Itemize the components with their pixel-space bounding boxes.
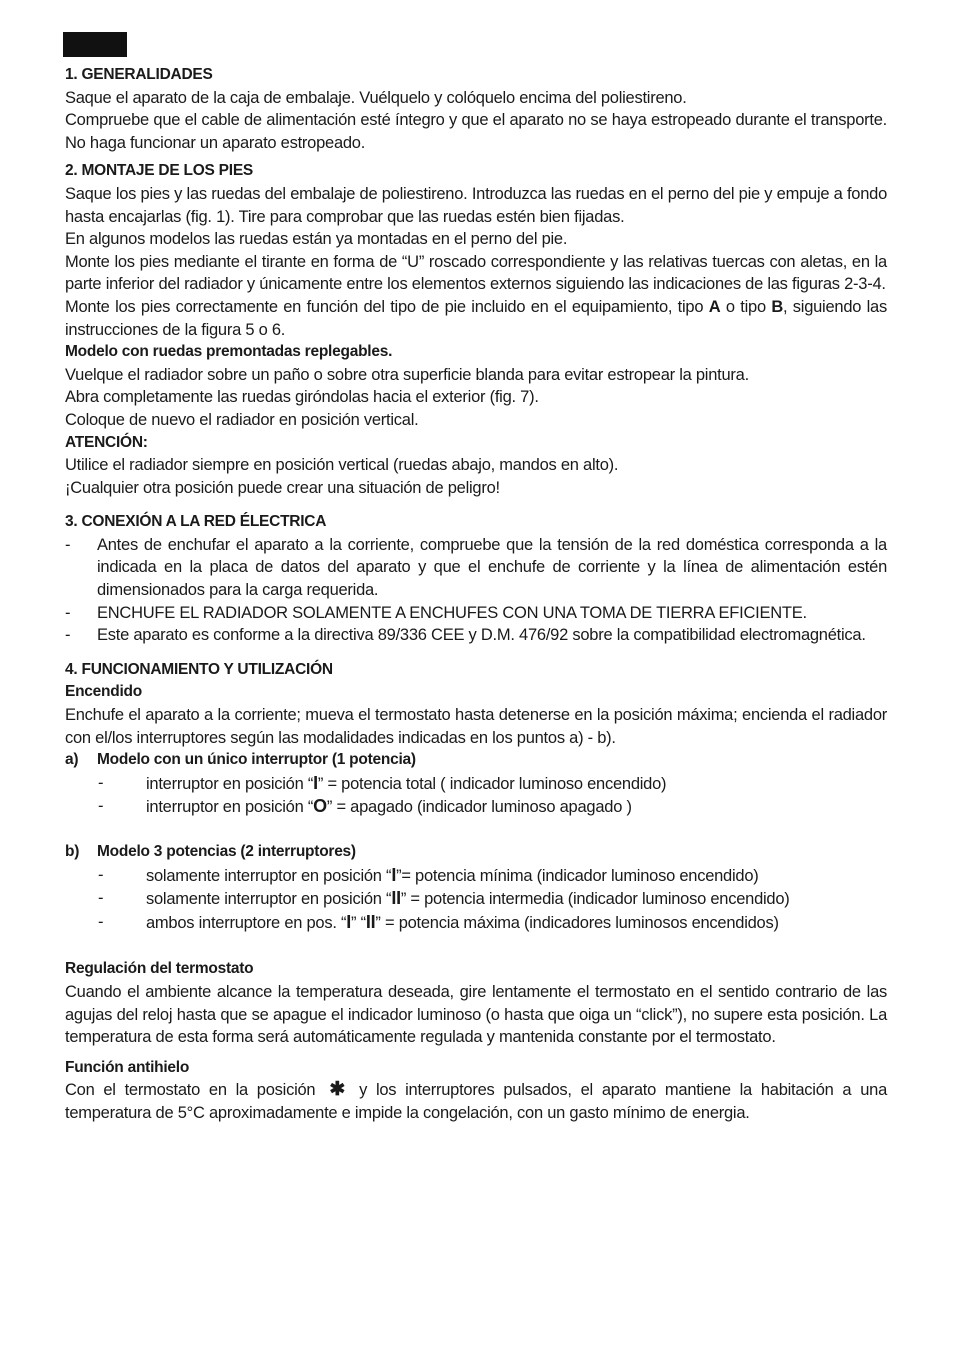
switch-symbol: II xyxy=(391,888,401,909)
option-heading xyxy=(65,841,887,864)
paragraph: Saque el aparato de la caja de embalaje. Vuélquelo y colóquelo encima del poliestireno. xyxy=(65,88,687,107)
spacer xyxy=(65,819,887,841)
text-run: interruptor en posición “ xyxy=(146,774,314,793)
paragraph: Abra completamente las ruedas giróndolas hacia el exterior (fig. 7). xyxy=(65,388,539,407)
foot-type-a: A xyxy=(708,297,721,316)
section-general xyxy=(65,64,887,154)
paragraph xyxy=(65,1079,887,1124)
list-item: - Antes de enchufar el aparato a la corriente, compruebe que la tensión de la red doméstica corresponda a la indicada en la placa de datos del aparato y que el enchufe de corriente y la línea de alimentación estén dimensionados para la carga requerida. xyxy=(65,534,887,602)
switch-symbol: II xyxy=(365,911,376,932)
list-item xyxy=(65,864,887,888)
language-tab xyxy=(63,32,127,57)
text-run: y los interruptores pulsados, el aparato mantiene la habitación a una temperatura de 5°C aproximadamente e impide la congelación, con un gasto mínimo de energia. xyxy=(65,1081,887,1122)
paragraph: En algunos modelos las ruedas están ya montadas en el perno del pie. xyxy=(65,230,568,249)
section-title: 3. CONEXIÓN A LA RED ÉLECTRICA xyxy=(65,513,327,531)
paragraph: Enchufe el aparato a la corriente; mueva el termostato hasta detenerse en la posición máxima; encienda el radiador con el/los interruptores según las modalidades indicadas en los puntos a) - b). xyxy=(65,706,887,747)
list-item: - ENCHUFE EL RADIADOR SOLAMENTE A ENCHUFES CON UNA TOMA DE TIERRA EFICIENTE. xyxy=(65,602,887,625)
paragraph xyxy=(65,296,887,341)
text-run: ambos interruptore en pos. “ xyxy=(146,913,347,932)
list-item xyxy=(65,911,887,935)
switch-symbol: I xyxy=(313,772,318,793)
section-title: 4. FUNCIONAMIENTO Y UTILIZACIÓN xyxy=(65,660,333,678)
option-letter: a) xyxy=(65,751,79,769)
text-run: ” = potencia intermedia (indicador luminoso encendido) xyxy=(400,890,790,909)
subheading: Función antihielo xyxy=(65,1058,190,1076)
subheading: Modelo con ruedas premontadas replegables. xyxy=(65,343,393,361)
section-electrical-connection xyxy=(65,511,887,647)
option-letter: b) xyxy=(65,843,80,860)
section-feet-assembly xyxy=(65,160,887,499)
text-run: Con el termostato en la posición xyxy=(65,1081,325,1100)
paragraph: Saque los pies y las ruedas del embalaje de poliestireno. Introduzca las ruedas en el perno del pie y empuje a fondo hasta encajarlas (fig. 1). Tire para comprobar que las ruedas estén bien fijadas. xyxy=(65,184,887,226)
option-title: Modelo con un único interruptor (1 potencia) xyxy=(97,751,416,769)
paragraph: Monte los pies mediante el tirante en forma de “U” roscado correspondiente y las relativas tuercas con aletas, en la parte inferior del radiador y únicamente entre los elementos externos siguiendo las indicaciones de las figuras 2-3-4. xyxy=(65,252,887,294)
snowflake-icon: ✱ xyxy=(329,1079,346,1101)
list-item xyxy=(65,772,887,796)
section-operation xyxy=(65,659,887,1125)
attention-heading: ATENCIÓN: xyxy=(65,433,148,451)
text-run: , siguiendo las instrucciones de la figura 5 o 6. xyxy=(65,297,887,339)
section-title: 2. MONTAJE DE LOS PIES xyxy=(65,162,254,180)
option-title: Modelo 3 potencias (2 interruptores) xyxy=(97,843,356,860)
section-title: 1. GENERALIDADES xyxy=(65,66,213,83)
text-run: Monte los pies correctamente en función del tipo de pie incluido en el equipamiento, tipo xyxy=(65,297,709,316)
subheading: Regulación del termostato xyxy=(65,960,254,978)
text-run: ” “ xyxy=(351,913,366,932)
text-run: ”= potencia mínima (indicador luminoso encendido) xyxy=(396,866,759,885)
text-run: o tipo xyxy=(720,297,772,316)
paragraph: Utilice el radiador siempre en posición vertical (ruedas abajo, mandos en alto). xyxy=(65,456,619,475)
spacer xyxy=(65,934,887,956)
warning-text: ¡Cualquier otra posición puede crear una situación de peligro! xyxy=(65,478,500,497)
page-content xyxy=(65,64,887,1131)
paragraph: Compruebe que el cable de alimentación esté íntegro y que el aparato no se haya estropeado durante el transporte. No haga funcionar un aparato estropeado. xyxy=(65,111,887,152)
list-item xyxy=(65,795,887,819)
paragraph: Vuelque el radiador sobre un paño o sobre otra superficie blanda para evitar estropear la pintura. xyxy=(65,365,749,384)
text-run: solamente interruptor en posición “ xyxy=(146,866,392,885)
switch-symbol: O xyxy=(313,796,327,817)
switch-symbol: I xyxy=(391,864,397,885)
subheading: Encendido xyxy=(65,683,142,701)
list-item xyxy=(65,887,887,911)
text-run: ” = potencia total ( indicador luminoso encendido) xyxy=(317,774,667,793)
switch-symbol: I xyxy=(346,911,352,932)
text-run: interruptor en posición “ xyxy=(146,798,314,817)
foot-type-b: B xyxy=(771,297,783,316)
text-run: solamente interruptor en posición “ xyxy=(146,890,392,909)
text-run: ” = apagado (indicador luminoso apagado ) xyxy=(326,798,632,817)
text-run: ” = potencia máxima (indicadores luminosos encendidos) xyxy=(375,913,779,932)
option-heading xyxy=(65,749,887,772)
list-item: - Este aparato es conforme a la directiva 89/336 CEE y D.M. 476/92 sobre la compatibilidad electromagnética. xyxy=(65,624,887,647)
paragraph: Cuando el ambiente alcance la temperatura deseada, gire lentamente el termostato en el sentido contrario de las agujas del reloj hasta que se apague el indicador luminoso (o hasta que oiga un “click”), no supere esta posición. La temperatura de esta forma será automáticamente regulada y mantenida constante por el termostato. xyxy=(65,982,887,1047)
paragraph: Coloque de nuevo el radiador en posición vertical. xyxy=(65,410,419,429)
